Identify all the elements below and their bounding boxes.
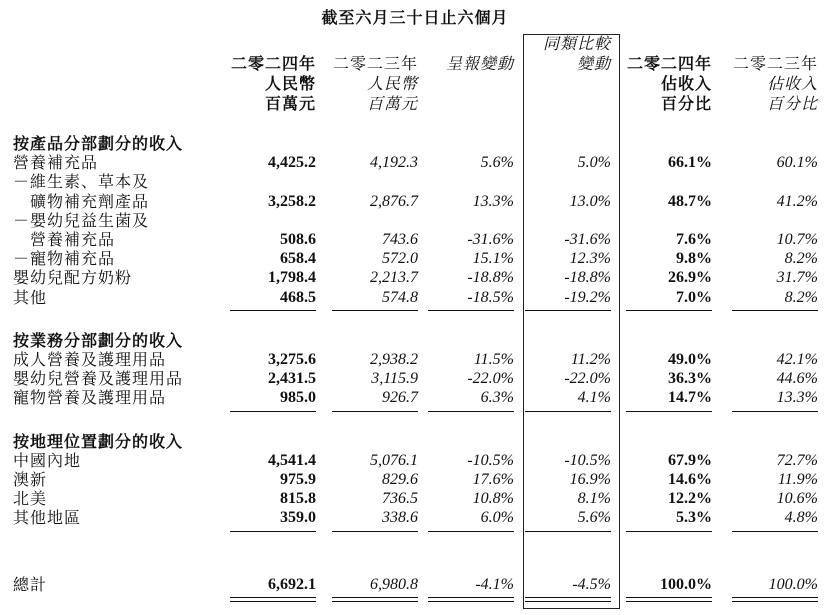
cell-rmb-2023: 736.5 xyxy=(382,490,418,508)
cell-like-for-like-change: 5.6% xyxy=(577,509,611,527)
subtotal-rule-rmb-2024 xyxy=(230,310,316,311)
cell-rmb-2024: 4,425.2 xyxy=(268,154,316,172)
total-rule-bottom-rmb-2023 xyxy=(332,601,418,602)
total-rule-top-reported-change xyxy=(428,597,514,598)
cell-rmb-2023: 574.8 xyxy=(382,288,418,306)
cell-reported-change: 6.0% xyxy=(480,509,514,527)
column-header-pct-2023-line2: 佔收入 xyxy=(766,74,818,93)
subtotal-rule-pct-2023 xyxy=(732,411,818,412)
row-label: －寵物補充品 xyxy=(13,249,116,269)
row-label: －維生素、草本及 xyxy=(13,172,150,192)
cell-reported-change: 6.3% xyxy=(480,389,514,407)
column-header-rmb-2023-line1: 二零二三年 xyxy=(332,54,418,73)
subtotal-rule-like-for-like-change xyxy=(525,411,611,412)
cell-pct-2024: 14.7% xyxy=(668,389,712,407)
total-label: 總計 xyxy=(13,575,48,594)
total-rmb-2023: 6,980.8 xyxy=(370,576,418,593)
total-rmb-2024: 6,692.1 xyxy=(268,576,316,593)
cell-rmb-2024: 468.5 xyxy=(280,288,316,306)
cell-rmb-2023: 829.6 xyxy=(382,471,418,488)
column-header-pct-2023-line3: 百分比 xyxy=(766,94,818,113)
column-header-pct-2023-line1: 二零二三年 xyxy=(732,54,818,73)
cell-like-for-like-change: 5.0% xyxy=(577,154,611,172)
cell-pct-2023: 4.8% xyxy=(784,509,818,527)
total-rule-bottom-rmb-2024 xyxy=(230,601,316,602)
subtotal-rule-pct-2023 xyxy=(732,310,818,311)
row-label: 其他地區 xyxy=(13,508,82,528)
cell-pct-2024: 26.9% xyxy=(668,269,712,287)
subtotal-rule-like-for-like-change xyxy=(525,531,611,532)
column-header-rmb-2023-line3: 百萬元 xyxy=(366,94,418,113)
cell-reported-change: 5.6% xyxy=(480,154,514,172)
business-segment-section-title: 按業務分部劃分的收入 xyxy=(13,330,184,350)
cell-like-for-like-change: -18.8% xyxy=(564,269,611,287)
cell-pct-2024: 7.0% xyxy=(676,288,712,306)
column-header-like-for-like-change-line2: 變動 xyxy=(576,54,611,73)
row-label: －嬰幼兒益生菌及 xyxy=(13,210,150,230)
cell-pct-2024: 49.0% xyxy=(668,351,712,368)
subtotal-rule-like-for-like-change xyxy=(525,310,611,311)
cell-pct-2023: 72.7% xyxy=(776,451,818,469)
cell-like-for-like-change: 16.9% xyxy=(569,471,611,488)
cell-rmb-2023: 338.6 xyxy=(382,509,418,527)
cell-pct-2023: 11.9% xyxy=(777,471,818,488)
total-rule-bottom-like-for-like-change xyxy=(525,601,611,602)
cell-rmb-2024: 985.0 xyxy=(280,389,316,407)
product-segment-section-title: 按產品分部劃分的收入 xyxy=(13,134,184,153)
subtotal-rule-rmb-2024 xyxy=(230,411,316,412)
total-rule-top-rmb-2024 xyxy=(230,597,316,598)
cell-reported-change: -31.6% xyxy=(467,231,514,248)
cell-rmb-2024: 3,258.2 xyxy=(268,192,316,210)
geographic-section-title: 按地理位置劃分的收入 xyxy=(13,431,184,451)
cell-like-for-like-change: 12.3% xyxy=(569,250,611,268)
total-rule-top-pct-2024 xyxy=(626,597,712,598)
row-label: 嬰幼兒營養及護理用品 xyxy=(13,369,184,389)
subtotal-rule-pct-2023 xyxy=(732,531,818,532)
row-label: 其他 xyxy=(13,287,48,307)
subtotal-rule-reported-change xyxy=(428,411,514,412)
cell-rmb-2023: 2,938.2 xyxy=(370,351,418,368)
subtotal-rule-pct-2024 xyxy=(626,310,712,311)
subtotal-rule-pct-2024 xyxy=(626,531,712,532)
cell-like-for-like-change: -31.6% xyxy=(564,231,611,248)
subtotal-rule-reported-change xyxy=(428,310,514,311)
cell-rmb-2024: 4,541.4 xyxy=(268,451,316,469)
cell-pct-2024: 7.6% xyxy=(676,231,712,248)
cell-like-for-like-change: 8.1% xyxy=(577,490,611,508)
column-header-rmb-2024-line3: 百萬元 xyxy=(264,94,316,113)
total-pct-2023: 100.0% xyxy=(768,576,818,593)
cell-rmb-2024: 1,798.4 xyxy=(268,269,316,287)
row-label: 中國內地 xyxy=(13,450,82,470)
subtotal-rule-rmb-2023 xyxy=(332,531,418,532)
cell-rmb-2023: 2,213.7 xyxy=(370,269,418,287)
cell-pct-2023: 60.1% xyxy=(776,154,818,172)
total-rule-bottom-pct-2024 xyxy=(626,601,712,602)
total-rule-top-like-for-like-change xyxy=(525,597,611,598)
column-header-pct-2024-line1: 二零二四年 xyxy=(626,54,712,73)
subtotal-rule-rmb-2023 xyxy=(332,310,418,311)
cell-pct-2024: 9.8% xyxy=(676,250,712,268)
total-rule-top-pct-2023 xyxy=(732,597,818,598)
subtotal-rule-rmb-2023 xyxy=(332,411,418,412)
subtotal-rule-pct-2024 xyxy=(626,411,712,412)
cell-rmb-2023: 572.0 xyxy=(382,250,418,268)
cell-rmb-2024: 815.8 xyxy=(280,490,316,508)
cell-reported-change: -22.0% xyxy=(467,370,514,388)
cell-reported-change: -18.8% xyxy=(467,269,514,287)
cell-pct-2023: 44.6% xyxy=(776,370,818,388)
cell-rmb-2024: 658.4 xyxy=(280,250,316,268)
subtotal-rule-rmb-2024 xyxy=(230,531,316,532)
cell-pct-2023: 41.2% xyxy=(776,192,818,210)
column-header-reported-change-line2: 呈報變動 xyxy=(445,54,514,73)
row-label: 營養補充品 xyxy=(13,153,99,173)
cell-pct-2023: 10.6% xyxy=(776,490,818,508)
cell-rmb-2023: 2,876.7 xyxy=(370,192,418,210)
cell-like-for-like-change: -10.5% xyxy=(564,451,611,469)
column-header-rmb-2024-line2: 人民幣 xyxy=(264,74,316,93)
row-label: 寵物營養及護理用品 xyxy=(13,388,167,408)
cell-rmb-2023: 5,076.1 xyxy=(370,451,418,469)
total-rule-bottom-pct-2023 xyxy=(732,601,818,602)
cell-like-for-like-change: 11.2% xyxy=(570,351,611,368)
total-rule-top-rmb-2023 xyxy=(332,597,418,598)
cell-pct-2023: 10.7% xyxy=(776,231,818,248)
total-pct-2024: 100.0% xyxy=(660,576,712,593)
cell-reported-change: 17.6% xyxy=(472,471,514,488)
period-heading: 截至六月三十日止六個月 xyxy=(321,8,509,27)
cell-pct-2023: 13.3% xyxy=(776,389,818,407)
cell-pct-2023: 8.2% xyxy=(784,250,818,268)
cell-rmb-2024: 975.9 xyxy=(280,471,316,488)
cell-pct-2024: 67.9% xyxy=(668,451,712,469)
row-label: 北美 xyxy=(13,489,48,509)
row-label: 嬰幼兒配方奶粉 xyxy=(13,268,133,288)
cell-rmb-2023: 3,115.9 xyxy=(371,370,418,388)
cell-pct-2024: 12.2% xyxy=(668,490,712,508)
cell-rmb-2024: 3,275.6 xyxy=(268,351,316,368)
row-label: 營養補充品 xyxy=(13,230,116,249)
cell-like-for-like-change: -19.2% xyxy=(564,288,611,306)
row-label: 成人營養及護理用品 xyxy=(13,350,167,369)
cell-like-for-like-change: 13.0% xyxy=(569,192,611,210)
cell-pct-2024: 48.7% xyxy=(668,192,712,210)
cell-like-for-like-change: -22.0% xyxy=(564,370,611,388)
cell-reported-change: 11.5% xyxy=(473,351,514,368)
cell-pct-2024: 36.3% xyxy=(668,370,712,388)
column-header-like-for-like-change-line1: 同類比較 xyxy=(542,34,611,53)
cell-reported-change: 10.8% xyxy=(472,490,514,508)
total-reported-change: -4.1% xyxy=(475,576,514,593)
cell-pct-2024: 14.6% xyxy=(668,471,712,488)
cell-rmb-2024: 359.0 xyxy=(280,509,316,527)
cell-rmb-2023: 4,192.3 xyxy=(370,154,418,172)
cell-reported-change: 13.3% xyxy=(472,192,514,210)
subtotal-rule-reported-change xyxy=(428,531,514,532)
cell-pct-2023: 8.2% xyxy=(784,288,818,306)
total-like-for-like-change: -4.5% xyxy=(572,576,611,593)
cell-pct-2024: 5.3% xyxy=(676,509,712,527)
column-header-pct-2024-line3: 百分比 xyxy=(660,94,712,113)
cell-rmb-2024: 508.6 xyxy=(280,231,316,248)
total-rule-bottom-reported-change xyxy=(428,601,514,602)
cell-reported-change: -10.5% xyxy=(467,451,514,469)
cell-rmb-2023: 743.6 xyxy=(382,231,418,248)
row-label: 礦物補充劑產品 xyxy=(13,191,150,211)
cell-rmb-2024: 2,431.5 xyxy=(268,370,316,388)
cell-like-for-like-change: 4.1% xyxy=(577,389,611,407)
column-header-rmb-2024-line1: 二零二四年 xyxy=(230,54,316,73)
column-header-pct-2024-line2: 佔收入 xyxy=(660,74,712,93)
cell-rmb-2023: 926.7 xyxy=(382,389,418,407)
cell-pct-2024: 66.1% xyxy=(668,154,712,172)
cell-reported-change: 15.1% xyxy=(472,250,514,268)
cell-pct-2023: 31.7% xyxy=(776,269,818,287)
row-label: 澳新 xyxy=(13,470,48,489)
cell-pct-2023: 42.1% xyxy=(776,351,818,368)
column-header-rmb-2023-line2: 人民幣 xyxy=(366,74,418,93)
cell-reported-change: -18.5% xyxy=(467,288,514,306)
